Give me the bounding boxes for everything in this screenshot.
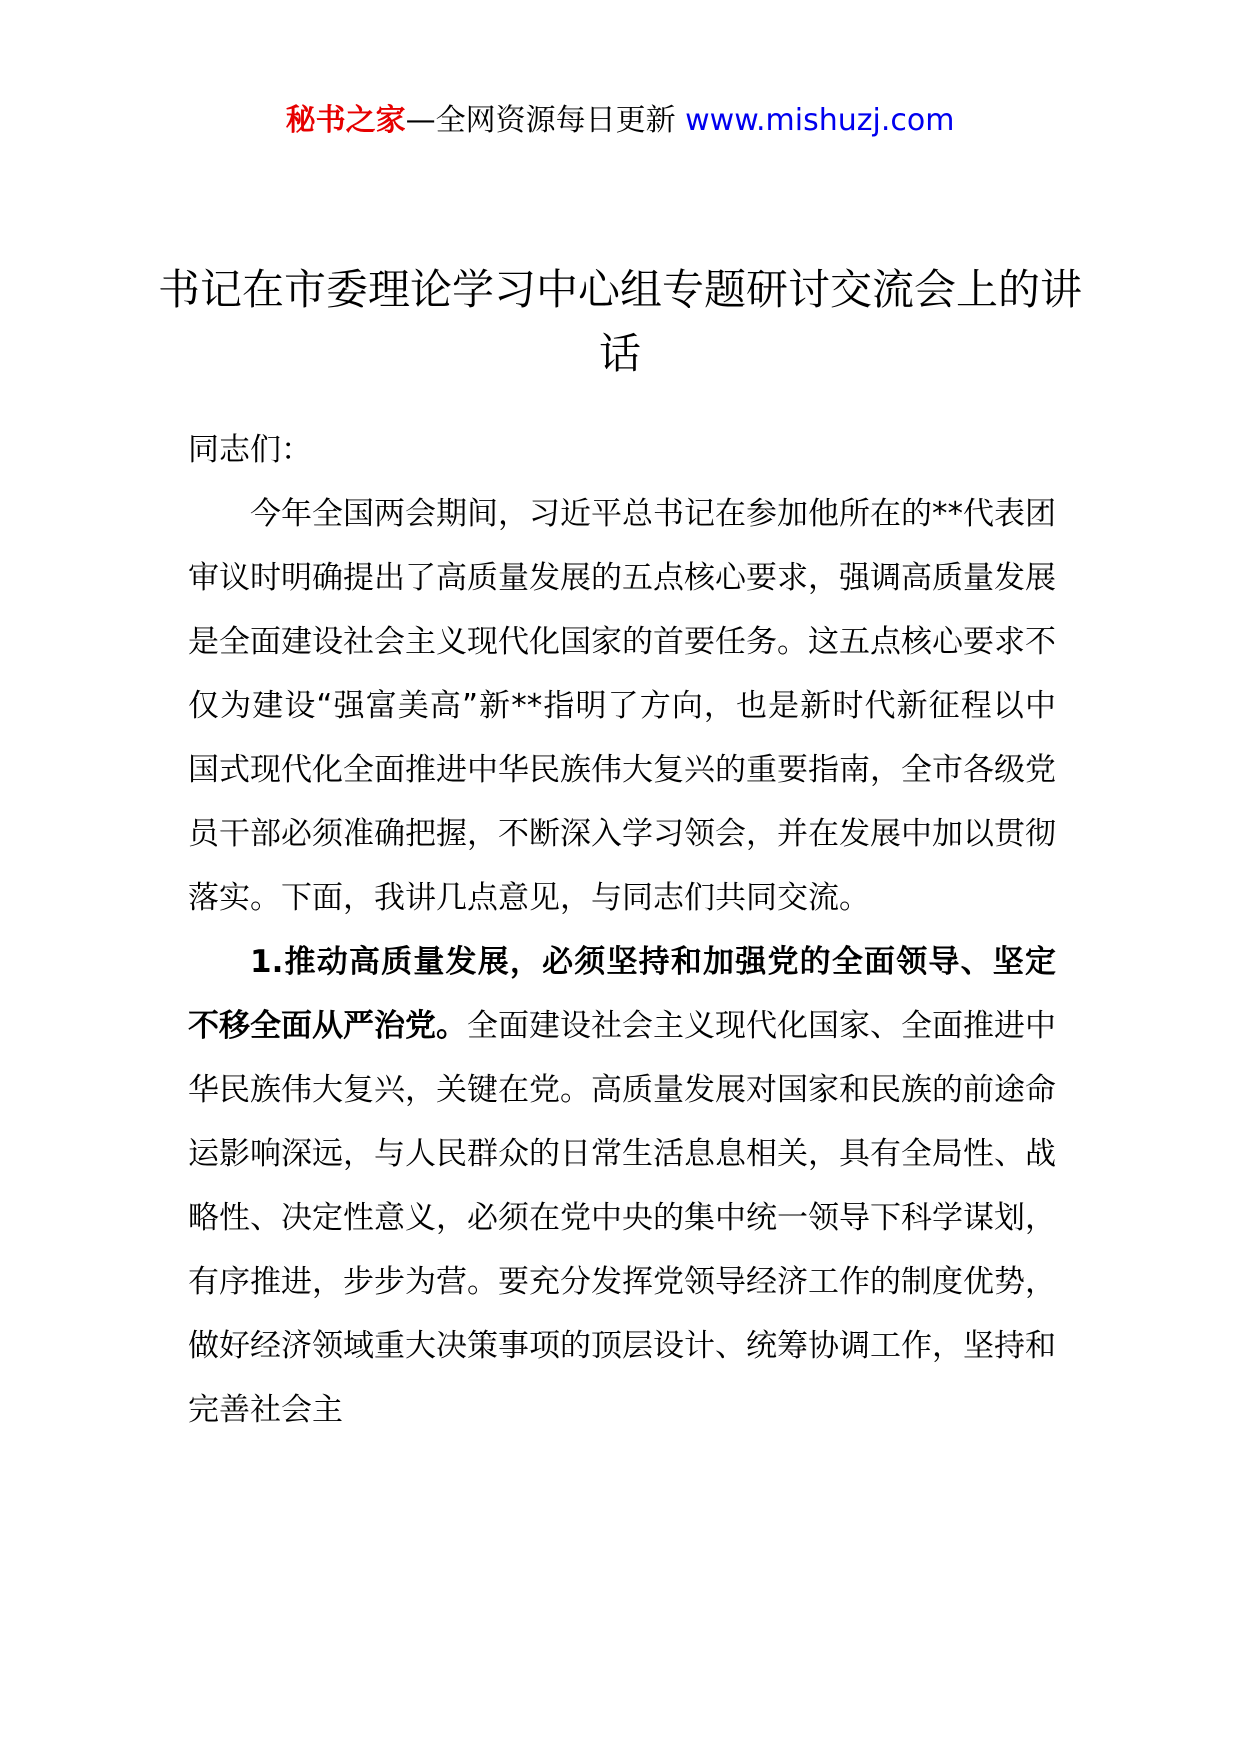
- site-url-link[interactable]: www.mishuzj.com: [685, 103, 955, 138]
- site-tagline: —全网资源每日更新: [405, 103, 686, 138]
- section-1-heading: 1.推动高质量发展，必须坚持和加强党的全面领导、坚定不移全面从严治党。: [188, 944, 1056, 1044]
- document-title: 书记在市委理论学习中心组专题研讨交流会上的讲话: [157, 265, 1082, 378]
- section-1-paragraph: [188, 930, 1056, 1442]
- site-header: [0, 100, 1240, 142]
- intro-paragraph: 今年全国两会期间，习近平总书记在参加他所在的**代表团审议时明确提出了高质量发展的五点核心要求，强调高质量发展是全面建设社会主义现代化国家的首要任务。这五点核心要求不仅为建设“强富美高”新**指明了方向，也是新时代新征程以中国式现代化全面推进中华民族伟大复兴的重要指南，全市各级党员干部必须准确把握，不断深入学习领会，并在发展中加以贯彻落实。下面，我讲几点意见，与同志们共同交流。: [188, 496, 1056, 916]
- section-1-body: 全面建设社会主义现代化国家、全面推进中华民族伟大复兴，关键在党。高质量发展对国家和民族的前途命运影响深远，与人民群众的日常生活息息相关，具有全局性、战略性、决定性意义，必须在党中央的集中统一领导下科学谋划，有序推进，步步为营。要充分发挥党领导经济工作的制度优势，做好经济领域重大决策事项的顶层设计、统筹协调工作，坚持和完善社会主: [188, 1008, 1056, 1428]
- document-body: [188, 418, 1056, 1442]
- salutation: 同志们：: [188, 432, 312, 468]
- site-brand: 秘书之家: [285, 103, 406, 138]
